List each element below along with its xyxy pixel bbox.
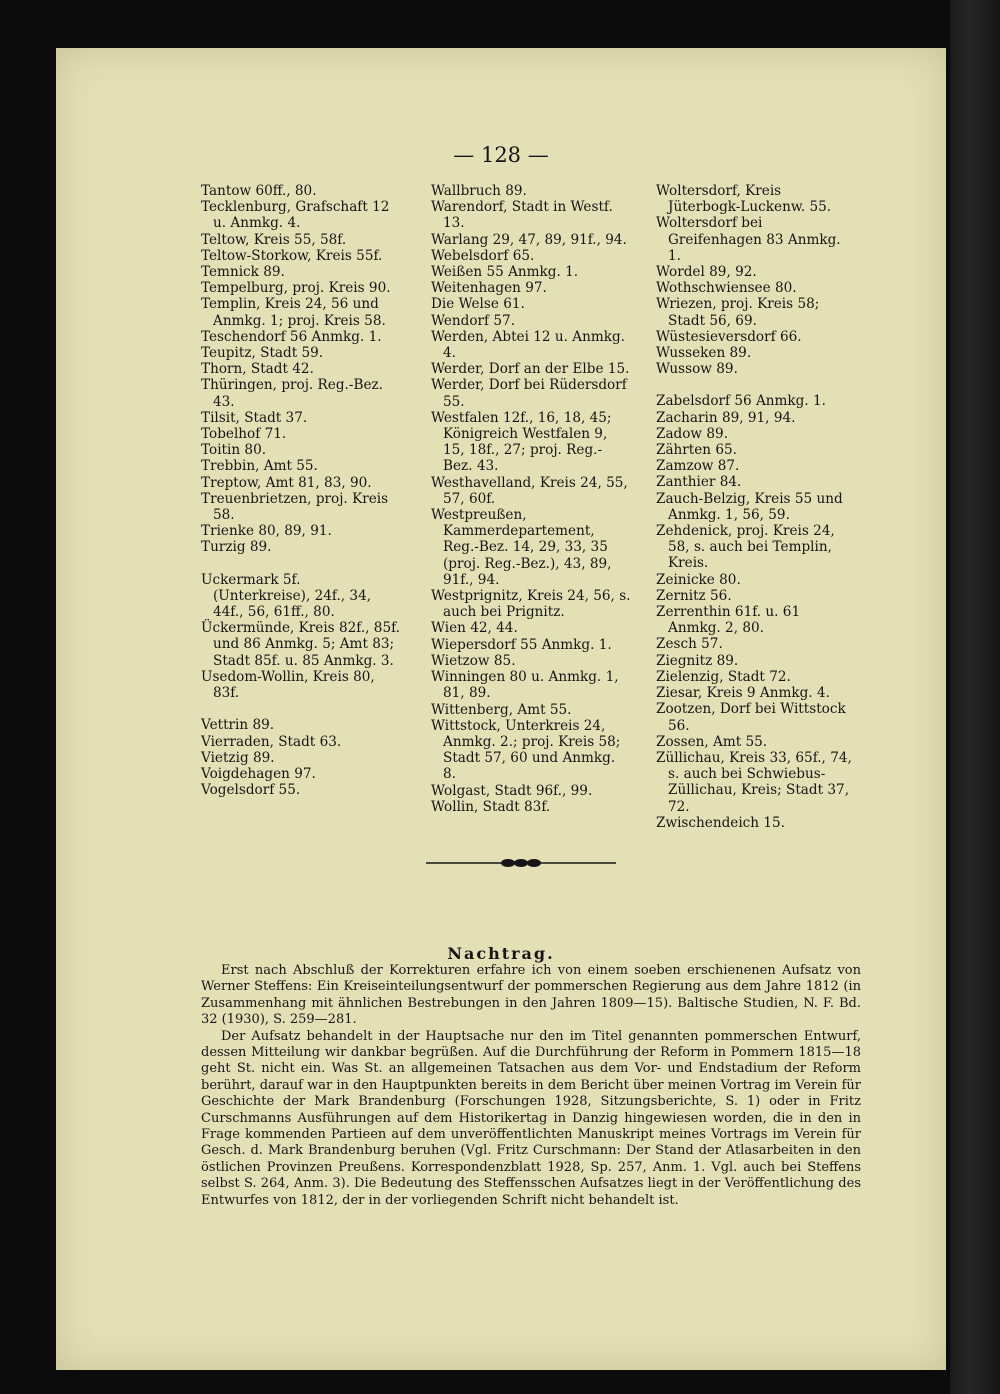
nachtrag-body [201, 963, 861, 1209]
index-entry: Tilsit, Stadt 37. [201, 409, 308, 426]
index-entry: Voigdehagen 97. [201, 765, 316, 782]
index-entry: Zesch 57. [656, 636, 723, 653]
index-entry: Treuenbrietzen, proj. Kreis 58. [201, 490, 389, 524]
index-entry: Warlang 29, 47, 89, 91f., 94. [431, 231, 627, 248]
index-entry: Webelsdorf 65. [431, 247, 535, 264]
index-entry: Zerrenthin 61f. u. 61 Anmkg. 2, 80. [656, 604, 801, 637]
index-entry: Wallbruch 89. [431, 183, 527, 199]
index-entry: Tempelburg, proj. Kreis 90. [201, 280, 391, 297]
index-entry: Wolgast, Stadt 96f., 99. [431, 782, 593, 799]
index-entry: Ziesar, Kreis 9 Anmkg. 4. [656, 685, 830, 702]
index-entry: Wendorf 57. [431, 312, 516, 329]
index-entry: Teupitz, Stadt 59. [201, 345, 324, 362]
index-entry: Zährten 65. [656, 442, 738, 459]
index-entry: Wollin, Stadt 83f. [431, 798, 551, 815]
index-column-3 [656, 183, 856, 831]
index-entry: Zamzow 87. [656, 458, 740, 475]
index-entry: Tantow 60ff., 80. [201, 183, 317, 199]
index-entry: Winningen 80 u. Anmkg. 1, 81, 89. [431, 669, 619, 702]
nachtrag-paragraph: Erst nach Abschluß der Korrekturen erfahre ich von einem soeben erschienenen Aufsatz von Werner Steffens: Ein Kreiseinteilungsentwurf der pommerschen Regierung aus dem Jahre 1812 (in Zusammenhang mit ähnlichen Bestrebungen in den Jahren 1809—15). Baltische Studien, N. F. Bd. 32 (1930), S. 259—281. [201, 963, 861, 1028]
index-entry: Wüstesieversdorf 66. [656, 328, 802, 345]
index-entry: Vettrin 89. [201, 717, 275, 734]
index-entry: Zielenzig, Stadt 72. [656, 668, 791, 685]
index-entry: Westpreußen, Kammerdepartement, Reg.-Bez. 14, 29, 33, 35 (proj. Reg.-Bez.), 43, 89, 91f., 94. [431, 507, 612, 588]
index-entry: Weitenhagen 97. [431, 280, 547, 297]
index-entry: Turzig 89. [201, 539, 272, 556]
index-entry: Zehdenick, proj. Kreis 24, 58, s. auch bei Templin, Kreis. [656, 523, 835, 572]
index-entry: Wittenberg, Amt 55. [431, 701, 572, 718]
index-entry: Zadow 89. [656, 425, 729, 442]
index-entry: Thorn, Stadt 42. [201, 361, 314, 378]
index-entry: Wusseken 89. [656, 345, 752, 362]
index-entry: Wietzow 85. [431, 652, 516, 669]
index-entry: Woltersdorf bei Greifenhagen 83 Anmkg. 1. [656, 215, 841, 264]
index-entry: Warendorf, Stadt in Westf. 13. [431, 199, 613, 232]
index-entry: Uckermark 5f. (Unterkreise), 24f., 34, 44f., 56, 61ff., 80. [201, 571, 372, 621]
book-page [56, 48, 946, 1370]
index-entry: Tecklenburg, Grafschaft 12 u. Anmkg. 4. [201, 199, 390, 232]
index-entry: Zacharin 89, 91, 94. [656, 409, 796, 426]
index-entry: Die Welse 61. [431, 296, 525, 313]
index-entry: Werden, Abtei 12 u. Anmkg. 4. [431, 328, 625, 362]
index-entry: Trebbin, Amt 55. [201, 458, 318, 475]
index-entry: Usedom-Wollin, Kreis 80, 83f. [201, 668, 375, 702]
index-entry: Templin, Kreis 24, 56 und Anmkg. 1; proj. Kreis 58. [201, 296, 386, 329]
index-column-2 [431, 183, 631, 815]
index-entry: Temnick 89. [201, 264, 285, 281]
separator-ornament [426, 857, 616, 869]
index-entry: Werder, Dorf an der Elbe 15. [431, 361, 630, 378]
index-entry: Vierraden, Stadt 63. [201, 733, 342, 750]
index-column-1 [201, 183, 401, 798]
index-entry: Toitin 80. [201, 442, 267, 459]
index-entry: Zwischendeich 15. [656, 814, 785, 831]
group-gap [656, 377, 856, 393]
index-entry: Zootzen, Dorf bei Wittstock 56. [656, 701, 846, 734]
page-number: — 128 — [453, 143, 549, 167]
nachtrag-heading: Nachtrag. [447, 944, 555, 963]
index-entry: Thüringen, proj. Reg.-Bez. 43. [201, 377, 383, 410]
index-entry: Ziegnitz 89. [656, 652, 739, 669]
group-gap [201, 701, 401, 717]
index-entry: Wriezen, proj. Kreis 58; Stadt 56, 69. [656, 296, 820, 329]
index-entry: Ückermünde, Kreis 82f., 85f. und 86 Anmkg. 5; Amt 83; Stadt 85f. u. 85 Anmkg. 3. [201, 620, 400, 669]
index-entry: Wothschwiensee 80. [656, 280, 797, 297]
index-entry: Westprignitz, Kreis 24, 56, s. auch bei Prignitz. [431, 588, 631, 621]
index-entry: Teltow, Kreis 55, 58f. [201, 231, 347, 248]
index-entry: Wussow 89. [656, 361, 738, 378]
index-entry: Werder, Dorf bei Rüdersdorf 55. [431, 377, 627, 410]
index-entry: Zanthier 84. [656, 474, 742, 491]
index-entry: Zossen, Amt 55. [656, 733, 768, 750]
book-spine [950, 0, 1000, 1394]
index-entry: Wiepersdorf 55 Anmkg. 1. [431, 636, 612, 653]
nachtrag-paragraph: Der Aufsatz behandelt in der Hauptsache nur den im Titel genannten pommerschen Entwurf, dessen Mitteilung wir dankbar begrüßen. Auf die Durchführung der Reform in Pommern 1815—18 geht St. nicht ein. Was St. an allgemeinen Tatsachen aus dem Vor- und Endstadium der Reform berührt, darauf war in den Hauptpunkten bereits in dem Bericht über meinen Vortrag im Verein für Geschichte der Mark Brandenburg (Forschungen 1928, Sitzungsberichte, S. 1) oder in Fritz Curschmanns Ausführungen auf dem Historikertag in Danzig hingewiesen worden, die in den in Frage kommenden Partieen auf dem unveröffentlichten Manuskript meines Vortrags im Verein für Gesch. d. Mark Brandenburg beruhen (Vgl. Fritz Curschmann: Der Stand der Atlasarbeiten in den östlichen Provinzen Preußens. Korrespondenzblatt 1928, Sp. 257, Anm. 1. Vgl. auch bei Steffens selbst S. 264, Anm. 3). Die Bedeutung des Steffensschen Aufsatzes liegt in der Veröffentlichung des Entwurfes von 1812, der in der vorliegenden Schrift nicht behandelt ist. [201, 1028, 861, 1208]
index-entry: Zauch-Belzig, Kreis 55 und Anmkg. 1, 56, 59. [656, 490, 843, 523]
index-entry: Züllichau, Kreis 33, 65f., 74, s. auch bei Schwiebus-Züllichau, Kreis; Stadt 37, 72. [656, 749, 852, 815]
group-gap [201, 556, 401, 572]
index-entry: Teltow-Storkow, Kreis 55f. [201, 247, 383, 264]
index-entry: Vietzig 89. [201, 749, 275, 766]
index-entry: Treptow, Amt 81, 83, 90. [201, 474, 372, 491]
index-entry: Vogelsdorf 55. [201, 782, 301, 799]
index-entry: Wordel 89, 92. [656, 264, 757, 281]
index-entry: Trienke 80, 89, 91. [201, 523, 332, 540]
index-entry: Zernitz 56. [656, 587, 732, 604]
index-entry: Woltersdorf, Kreis Jüterbogk-Luckenw. 55. [656, 183, 832, 216]
index-entry: Tobelhof 71. [201, 426, 287, 443]
index-entry: Wien 42, 44. [431, 620, 518, 637]
index-entry: Zabelsdorf 56 Anmkg. 1. [656, 393, 826, 410]
index-entry: Westhavelland, Kreis 24, 55, 57, 60f. [431, 474, 628, 507]
index-entry: Weißen 55 Anmkg. 1. [431, 264, 579, 281]
index-entry: Wittstock, Unterkreis 24, Anmkg. 2.; proj. Kreis 58; Stadt 57, 60 und Anmkg. 8. [431, 717, 621, 783]
index-entry: Teschendorf 56 Anmkg. 1. [201, 328, 382, 345]
index-entry: Westfalen 12f., 16, 18, 45; Königreich Westfalen 9, 15, 18f., 27; proj. Reg.-Bez. 43. [431, 409, 612, 475]
index-entry: Zeinicke 80. [656, 571, 741, 588]
